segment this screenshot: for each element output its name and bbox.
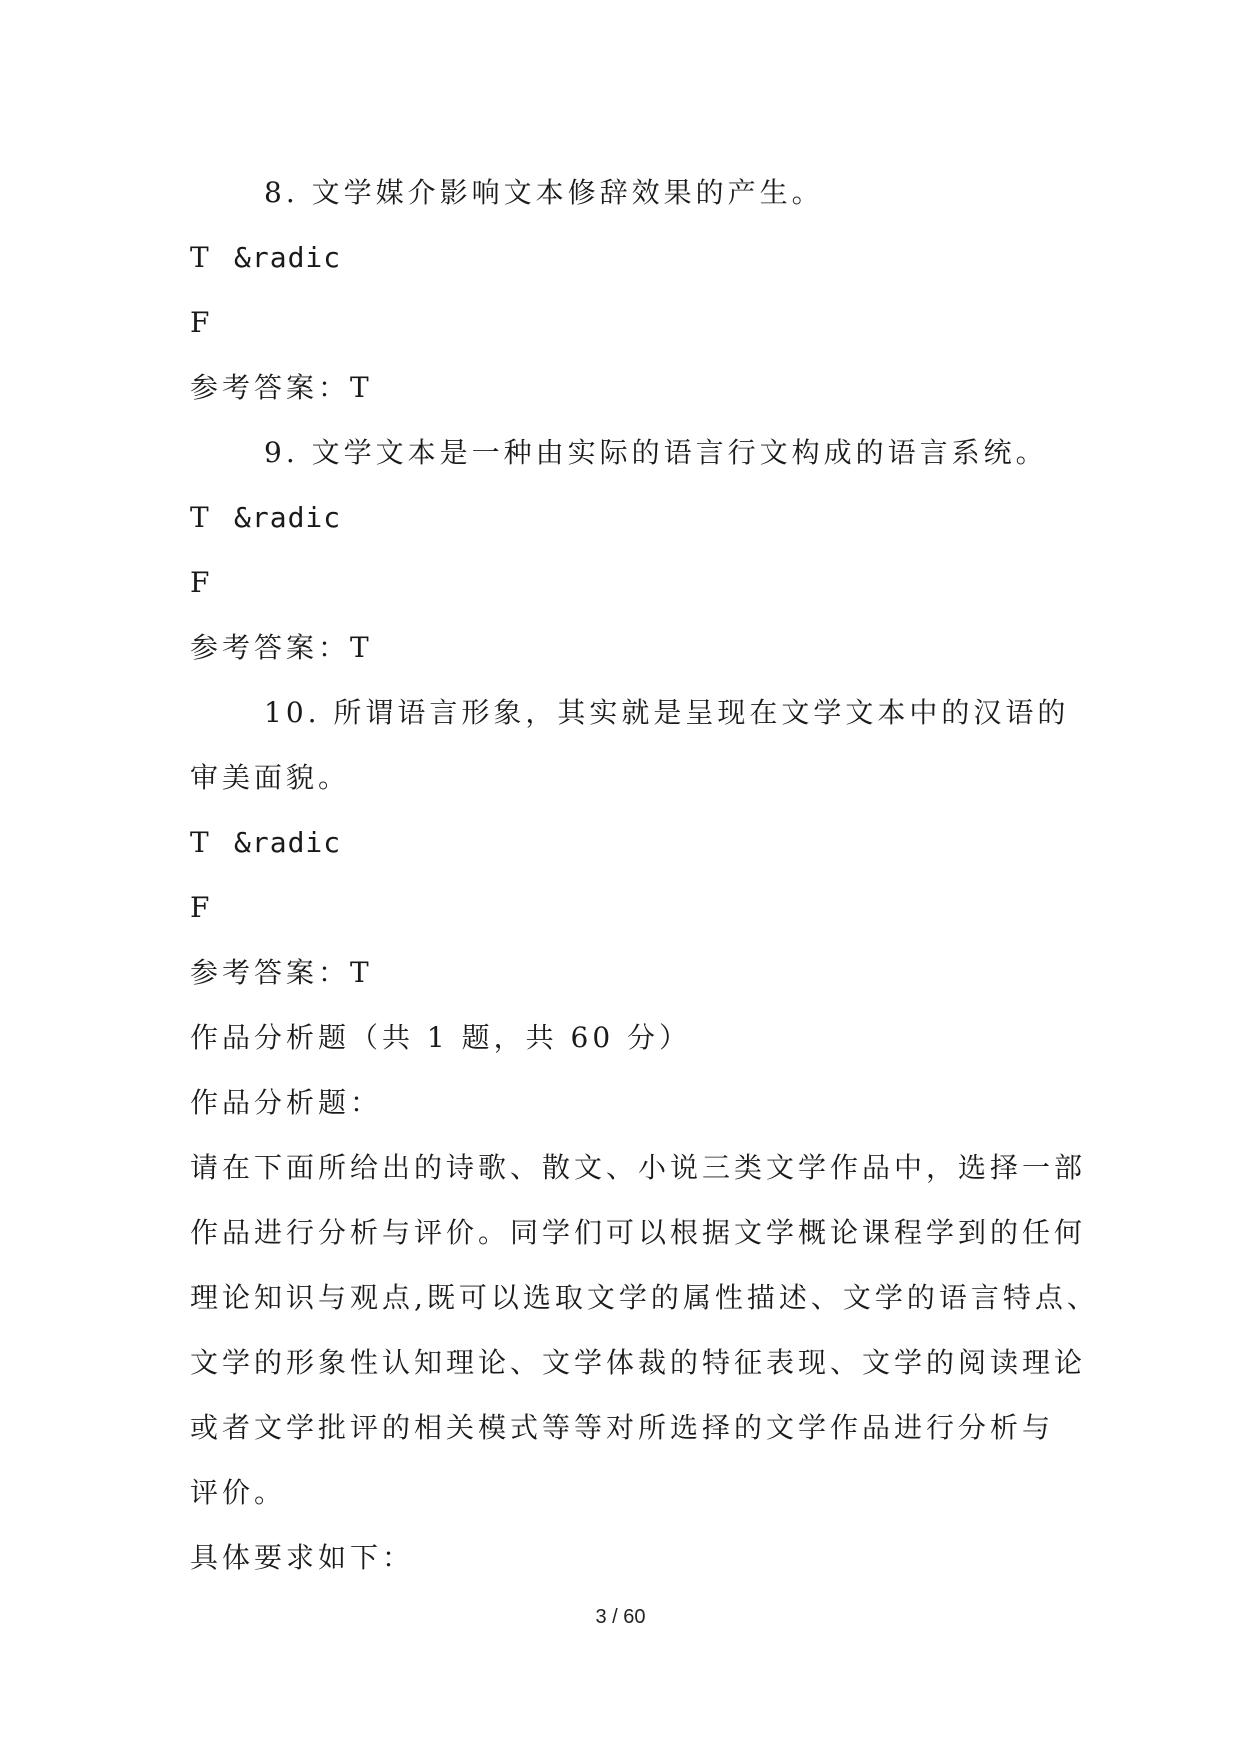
question-9-option-t[interactable] xyxy=(190,485,1050,550)
question-10-option-f[interactable]: F xyxy=(190,891,212,924)
paragraph-line-5: 或者文学批评的相关模式等等对所选择的文学作品进行分析与 xyxy=(190,1411,1055,1444)
option-t-label: T xyxy=(190,501,211,534)
option-t-label: T xyxy=(190,241,211,274)
section-subheading: 作品分析题： xyxy=(190,1086,383,1119)
paragraph-line-3: 理论知识与观点,既可以选取文学的属性描述、文学的语言特点、 xyxy=(190,1281,1099,1314)
question-9-option-f[interactable]: F xyxy=(190,566,212,599)
checkmark-text: &radic xyxy=(234,826,342,859)
question-9-answer: 参考答案：T xyxy=(190,631,373,664)
question-9-stem: 9. 文学文本是一种由实际的语言行文构成的语言系统。 xyxy=(264,436,1048,469)
section-heading: 作品分析题（共 1 题，共 60 分） xyxy=(190,1021,692,1054)
question-10-option-t[interactable] xyxy=(190,810,1050,875)
paragraph-line-4: 文学的形象性认知理论、文学体裁的特征表现、文学的阅读理论 xyxy=(190,1346,1087,1379)
question-10-stem-line1: 10. 所谓语言形象，其实就是呈现在文学文本中的汉语的 xyxy=(264,696,1070,729)
requirements-label: 具体要求如下： xyxy=(190,1541,415,1574)
question-8-option-t[interactable] xyxy=(190,225,1050,290)
paragraph-line-6: 评价。 xyxy=(190,1476,287,1509)
page-content xyxy=(190,160,1099,1590)
checkmark-text: &radic xyxy=(234,501,342,534)
question-8-option-f[interactable]: F xyxy=(190,306,212,339)
question-10-answer: 参考答案：T xyxy=(190,956,373,989)
page-number: 3 / 60 xyxy=(595,1606,646,1628)
question-8-answer: 参考答案：T xyxy=(190,371,373,404)
question-10-stem-line2: 审美面貌。 xyxy=(190,761,351,794)
option-t-label: T xyxy=(190,826,211,859)
paragraph-line-2: 作品进行分析与评价。同学们可以根据文学概论课程学到的任何 xyxy=(190,1216,1087,1249)
checkmark-text: &radic xyxy=(234,241,342,274)
paragraph-line-1: 请在下面所给出的诗歌、散文、小说三类文学作品中，选择一部 xyxy=(190,1151,1087,1184)
question-8-stem: 8. 文学媒介影响文本修辞效果的产生。 xyxy=(264,176,824,209)
